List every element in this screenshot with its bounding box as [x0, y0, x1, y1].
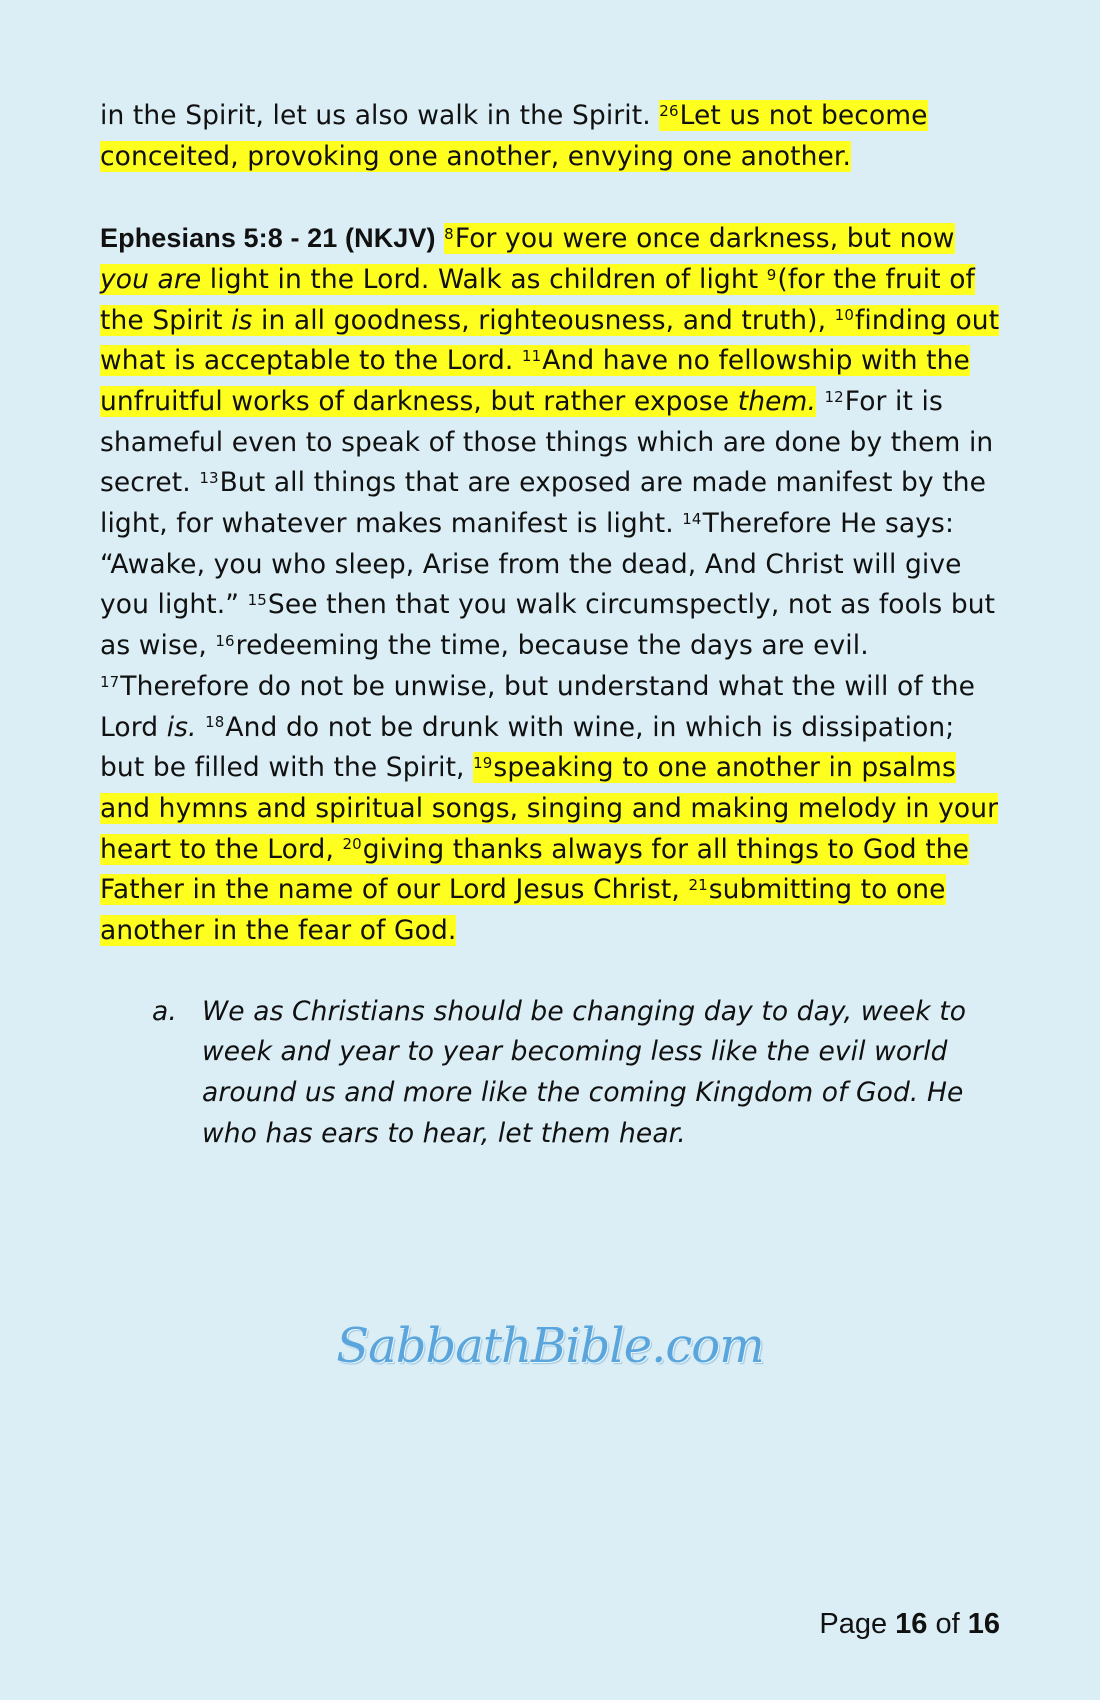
- note-text: We as Christians should be changing day to day, week to week and year to year becoming less like the evil world around us and more like the coming Kingdom of God. He who has ears to hear, let them hear.: [202, 995, 967, 1149]
- verse-17-italic: is.: [166, 711, 197, 743]
- verse-number: 18: [205, 713, 225, 732]
- verse-number: 13: [199, 469, 219, 488]
- verse-number: 9: [766, 265, 777, 284]
- intro-text: in the Spirit, let us also walk in the Spirit.: [100, 100, 660, 131]
- verse-20-text: giving thanks always for all things to God the Father in the name of our Lord Jesus Christ,: [100, 833, 970, 906]
- page-content: [100, 96, 1000, 1155]
- page-footer: [819, 1608, 1000, 1641]
- verse-number: 8: [444, 224, 454, 243]
- commentary-note: [152, 992, 1012, 1155]
- verse-8-text-b: light in the Lord. Walk as children of light: [201, 263, 767, 295]
- verse-8-text: For you were once darkness, but now: [454, 223, 955, 255]
- verse-9-text: (for the fruit of the Spirit: [100, 263, 975, 336]
- verse-number: 26: [659, 101, 679, 120]
- verse-15-text: See then that you walk circumspectly, not as fools but as wise,: [100, 589, 996, 662]
- verse-11-italic: them.: [737, 385, 816, 417]
- ephesians-passage: [100, 218, 1000, 952]
- verse-17-text: Therefore do not be unwise, but understand what the will of the Lord: [100, 670, 976, 743]
- verse-number: 10: [834, 306, 854, 325]
- note-list-marker: a.: [152, 995, 177, 1027]
- verse-12-text: For it is shameful even to speak of those things which are done by them in secret.: [100, 385, 994, 499]
- verse-number: 14: [682, 509, 702, 528]
- verse-9-text-b: in all goodness, righteousness, and truth),: [252, 304, 835, 336]
- verse-8-italic: you are: [100, 263, 202, 295]
- verse-number: 16: [215, 631, 235, 650]
- verse-13-text: But all things that are exposed are made manifest by the light, for whatever makes manifest is light.: [100, 467, 987, 540]
- verse-21-text: submitting to one another in the fear of God.: [100, 874, 946, 947]
- verse-number: 17: [100, 672, 120, 691]
- current-page-number: 16: [895, 1608, 928, 1640]
- site-logo: SabbathBible.com: [336, 1318, 764, 1374]
- verse-number: 12: [824, 387, 844, 406]
- verse-number: 20: [342, 835, 362, 854]
- verse-16-text: redeeming the time, because the days are evil.: [235, 630, 869, 662]
- paragraph-spacer: [100, 177, 1000, 218]
- verse-26-text: Let us not become conceited, provoking one another, envying one another.: [100, 100, 928, 172]
- galatians-continuation: [100, 96, 1000, 177]
- scripture-reference: Ephesians 5:8 - 21 (NKJV): [100, 223, 436, 254]
- verse-number: 19: [473, 753, 493, 772]
- of-label: of: [935, 1608, 960, 1640]
- verse-number: 15: [247, 591, 267, 610]
- verse-number: 11: [521, 346, 542, 365]
- total-pages-number: 16: [967, 1608, 1000, 1640]
- verse-18-text: And do not be drunk with wine, in which is dissipation; but be filled with the Spirit,: [100, 711, 955, 784]
- verse-19-text: speaking to one another in psalms and hymns and spiritual songs, singing and making melody in your heart to the Lord,: [100, 752, 999, 865]
- verse-14-text: Therefore He says: “Awake, you who sleep, Arise from the dead, And Christ will give you light.”: [100, 508, 962, 621]
- verse-number: 21: [688, 876, 708, 895]
- page-label: Page: [819, 1608, 888, 1640]
- verse-10-text: finding out what is acceptable to the Lord.: [100, 304, 1000, 377]
- verse-9-italic: is: [231, 304, 253, 336]
- verse-11-text: And have no fellowship with the unfruitful works of darkness, but rather expose: [100, 345, 970, 417]
